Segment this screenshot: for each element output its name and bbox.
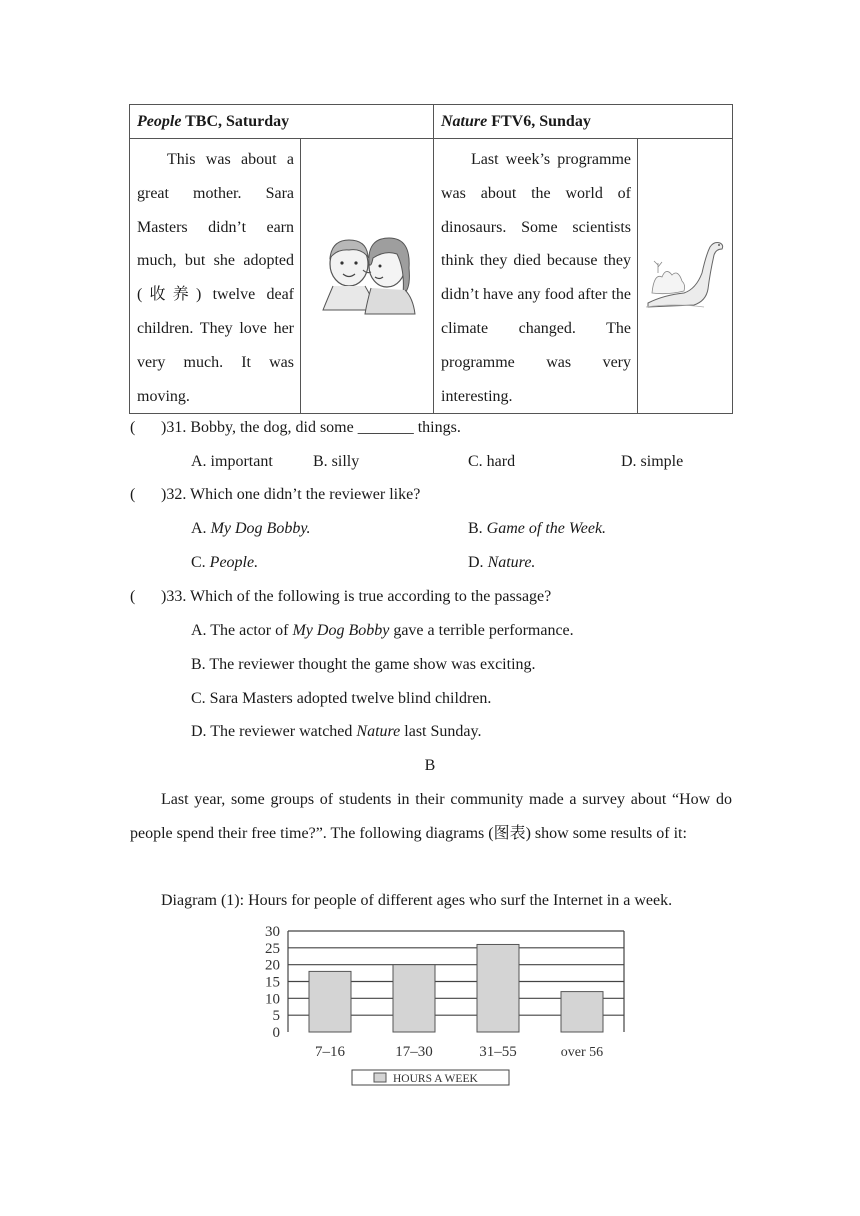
dinosaur-illustration-cell [638, 139, 733, 414]
q31-option-b: B. silly [313, 453, 360, 470]
q32-paren: ( [130, 486, 136, 503]
q32-option-c [191, 553, 258, 573]
q32-option-a [191, 519, 311, 539]
q32-option-c-prefix: C. [191, 554, 210, 571]
q32-option-d-prefix: D. [468, 554, 488, 571]
internet-hours-bar-chart [250, 920, 630, 1090]
nature-description: Last week’s programme was about the world of dinosaurs. Some scientists think they died because they didn’t have any food after the climate changed. The programme was very interesting. [441, 151, 631, 405]
q33-option-a-suffix: gave a terrible performance. [389, 622, 574, 639]
people-header [130, 105, 434, 139]
people-description-cell [130, 139, 301, 414]
people-description: This was about a great mother. Sara Masters didn’t earn much, but she adopted (收养) twelve deaf children. They love her very much. It was moving. [137, 151, 294, 405]
q33-option-c: C. Sara Masters adopted twelve blind children. [191, 690, 492, 707]
review-table [129, 104, 733, 414]
diagram1-caption: Diagram (1): Hours for people of different ages who surf the Internet in a week. [161, 892, 673, 909]
y-tick-label: 15 [265, 974, 280, 991]
x-tick-label: 17–30 [395, 1044, 433, 1060]
bar [309, 971, 351, 1032]
q33-option-b: B. The reviewer thought the game show was exciting. [191, 656, 536, 673]
q33-stem: )33. Which of the following is true according to the passage? [161, 588, 552, 605]
y-tick-label: 30 [265, 924, 280, 940]
q31-paren: ( [130, 419, 136, 436]
section-b-label: B [424, 757, 436, 774]
x-tick-label: 7–16 [315, 1044, 345, 1060]
q31-option-d: D. simple [621, 453, 684, 470]
q32-stem: )32. Which one didn’t the reviewer like? [161, 486, 421, 503]
q32-option-d [468, 553, 535, 573]
q33-paren: ( [130, 588, 136, 605]
q31-option-a: A. important [191, 453, 273, 470]
y-tick-label: 5 [272, 1008, 280, 1025]
nature-title-italic: Nature [441, 112, 488, 130]
y-tick-label: 25 [265, 940, 280, 957]
y-tick-label: 20 [265, 957, 280, 974]
mother-child-illustration [317, 230, 417, 318]
nature-title-rest: FTV6, Sunday [487, 112, 591, 130]
q32-option-b [468, 519, 606, 539]
q31-option-c: C. hard [468, 453, 516, 470]
nature-description-cell [434, 139, 638, 414]
bar [393, 965, 435, 1032]
legend-swatch [374, 1073, 386, 1082]
q32-option-c-title: People. [209, 554, 259, 571]
q32-option-a-prefix: A. [191, 520, 211, 537]
q32-option-b-title: Game of the Week. [486, 520, 607, 537]
q33-option-d-prefix: D. The reviewer watched [191, 723, 357, 740]
bar [477, 944, 519, 1032]
people-title-rest: TBC, Saturday [181, 112, 290, 130]
people-title-italic: People [137, 112, 182, 130]
legend-label: HOURS A WEEK [393, 1073, 478, 1085]
x-tick-label: over 56 [560, 1045, 604, 1060]
q33-option-a-title: My Dog Bobby [292, 622, 390, 639]
q31-stem: )31. Bobby, the dog, did some _______ things. [161, 419, 461, 436]
section-b-paragraph: Last year, some groups of students in their community made a survey about “How do people spend their free time?”. The following diagrams (图表) show some results of it: [130, 791, 732, 842]
q32-option-d-title: Nature. [487, 554, 536, 571]
q32-option-a-title: My Dog Bobby. [210, 520, 311, 537]
y-tick-label: 10 [265, 991, 280, 1008]
mother-child-illustration-cell [301, 139, 434, 414]
y-tick-label: 0 [272, 1025, 280, 1041]
q33-option-a-prefix: A. The actor of [191, 622, 293, 639]
dinosaur-illustration [644, 233, 726, 315]
nature-header [434, 105, 733, 139]
x-tick-label: 31–55 [479, 1044, 517, 1060]
q32-option-b-prefix: B. [468, 520, 487, 537]
bar [561, 992, 603, 1032]
q33-option-d-title: Nature [356, 723, 401, 740]
q33-option-d [191, 722, 481, 742]
q33-option-d-suffix: last Sunday. [400, 723, 482, 740]
q33-option-a [191, 621, 574, 641]
